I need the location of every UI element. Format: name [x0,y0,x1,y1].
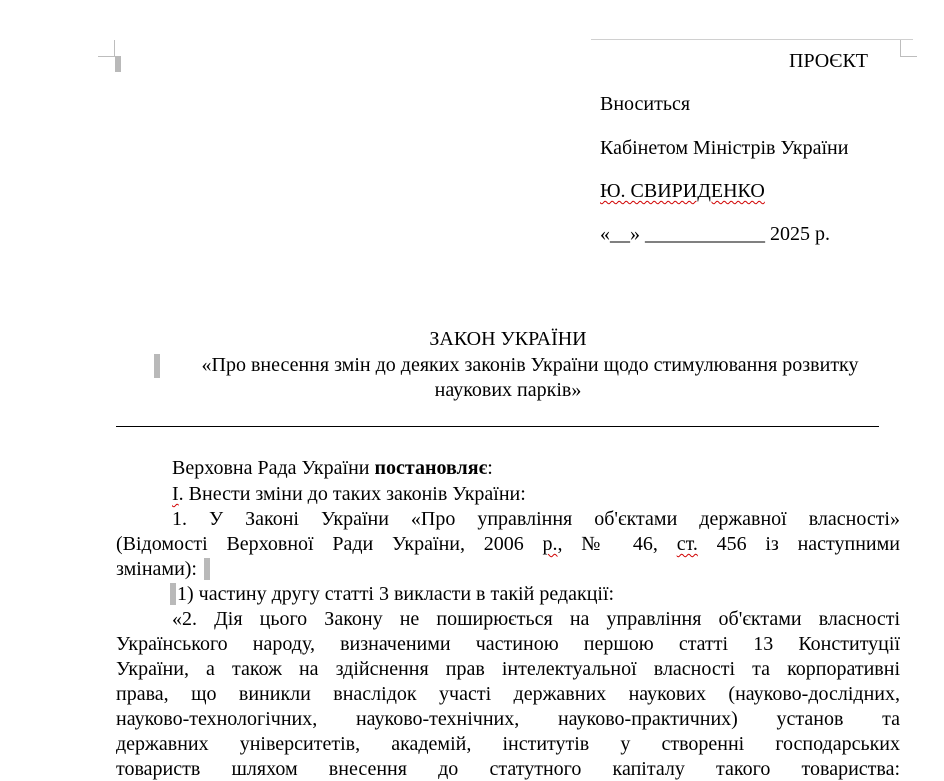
date-year: 2025 р. [770,223,830,245]
item1-line1-text: 1. У Законі України «Про управління об'єктами державної власності» [172,508,900,530]
date-month-blank: ____________ [645,223,765,245]
date-day: «__» [600,223,640,245]
title-underline [116,426,879,427]
item1-line1 [116,507,900,531]
date-line [600,222,830,246]
law-subtitle-line2: наукових парків» [434,379,582,401]
item1-line3: змінами): [116,558,197,580]
item1-source-a: (Відомості Верховної Ради України, 2006 [116,533,543,555]
law-subtitle-line1: «Про внесення змін до деяких законів України щодо стимулювання розвитку [201,354,859,376]
section-one-text: . Внести зміни до таких законів України: [178,483,526,505]
quote-line-1-text: «2. Дія цього Закону не поширюється на управління об'єктами власності [172,608,900,630]
paragraph-mark [204,558,210,580]
page-corner-mark-right [900,40,917,57]
item1-source-b: , № 46, [557,533,677,555]
project-label: ПРОЄКТ [789,50,869,72]
quote-line-1 [116,607,900,631]
section-one-number: І [172,483,179,505]
paragraph-mark [170,583,176,605]
quote-line-2: Українського народу, визначеними частиною першою статті 13 Конституції [116,633,900,655]
preamble-text: Верховна Рада України [172,457,375,479]
quote-line-3: України, а також на здійснення прав інтелектуальної власності та корпоративні [116,658,900,680]
quote-line-5: науково-технологічних, науково-технічних, науково-практичних) установ та [116,708,900,730]
header-boundary-line [591,39,913,40]
section-one [172,482,526,506]
law-title: ЗАКОН УКРАЇНИ [429,328,587,350]
preamble-colon: : [487,457,493,479]
page-corner-mark-left [98,40,115,57]
quote-line-7: товариств шляхом внесення до статутного капіталу такого товариства: [116,758,900,780]
preamble [172,456,493,480]
quote-line-4: права, що виникли внаслідок участі державних наукових (науково-дослідних, [116,683,900,705]
item1-source-article-abbr: ст. [676,533,698,555]
cabinet-label: Кабінетом Міністрів України [600,137,849,159]
signatory-name: Ю. СВИРИДЕНКО [600,180,765,202]
preamble-bold: постановляє [374,457,488,479]
item1-line2 [116,532,900,556]
item1-source-c: 456 із наступними [697,533,900,555]
paragraph-mark [115,56,121,72]
sub-item-1: 1) частину другу статті 3 викласти в такій редакції: [177,583,615,605]
submitted-label: Вноситься [600,93,691,115]
quote-line-6: державних університетів, академій, інститутів у створенні господарських [116,733,900,755]
item1-source-year-abbr: р. [542,533,558,555]
